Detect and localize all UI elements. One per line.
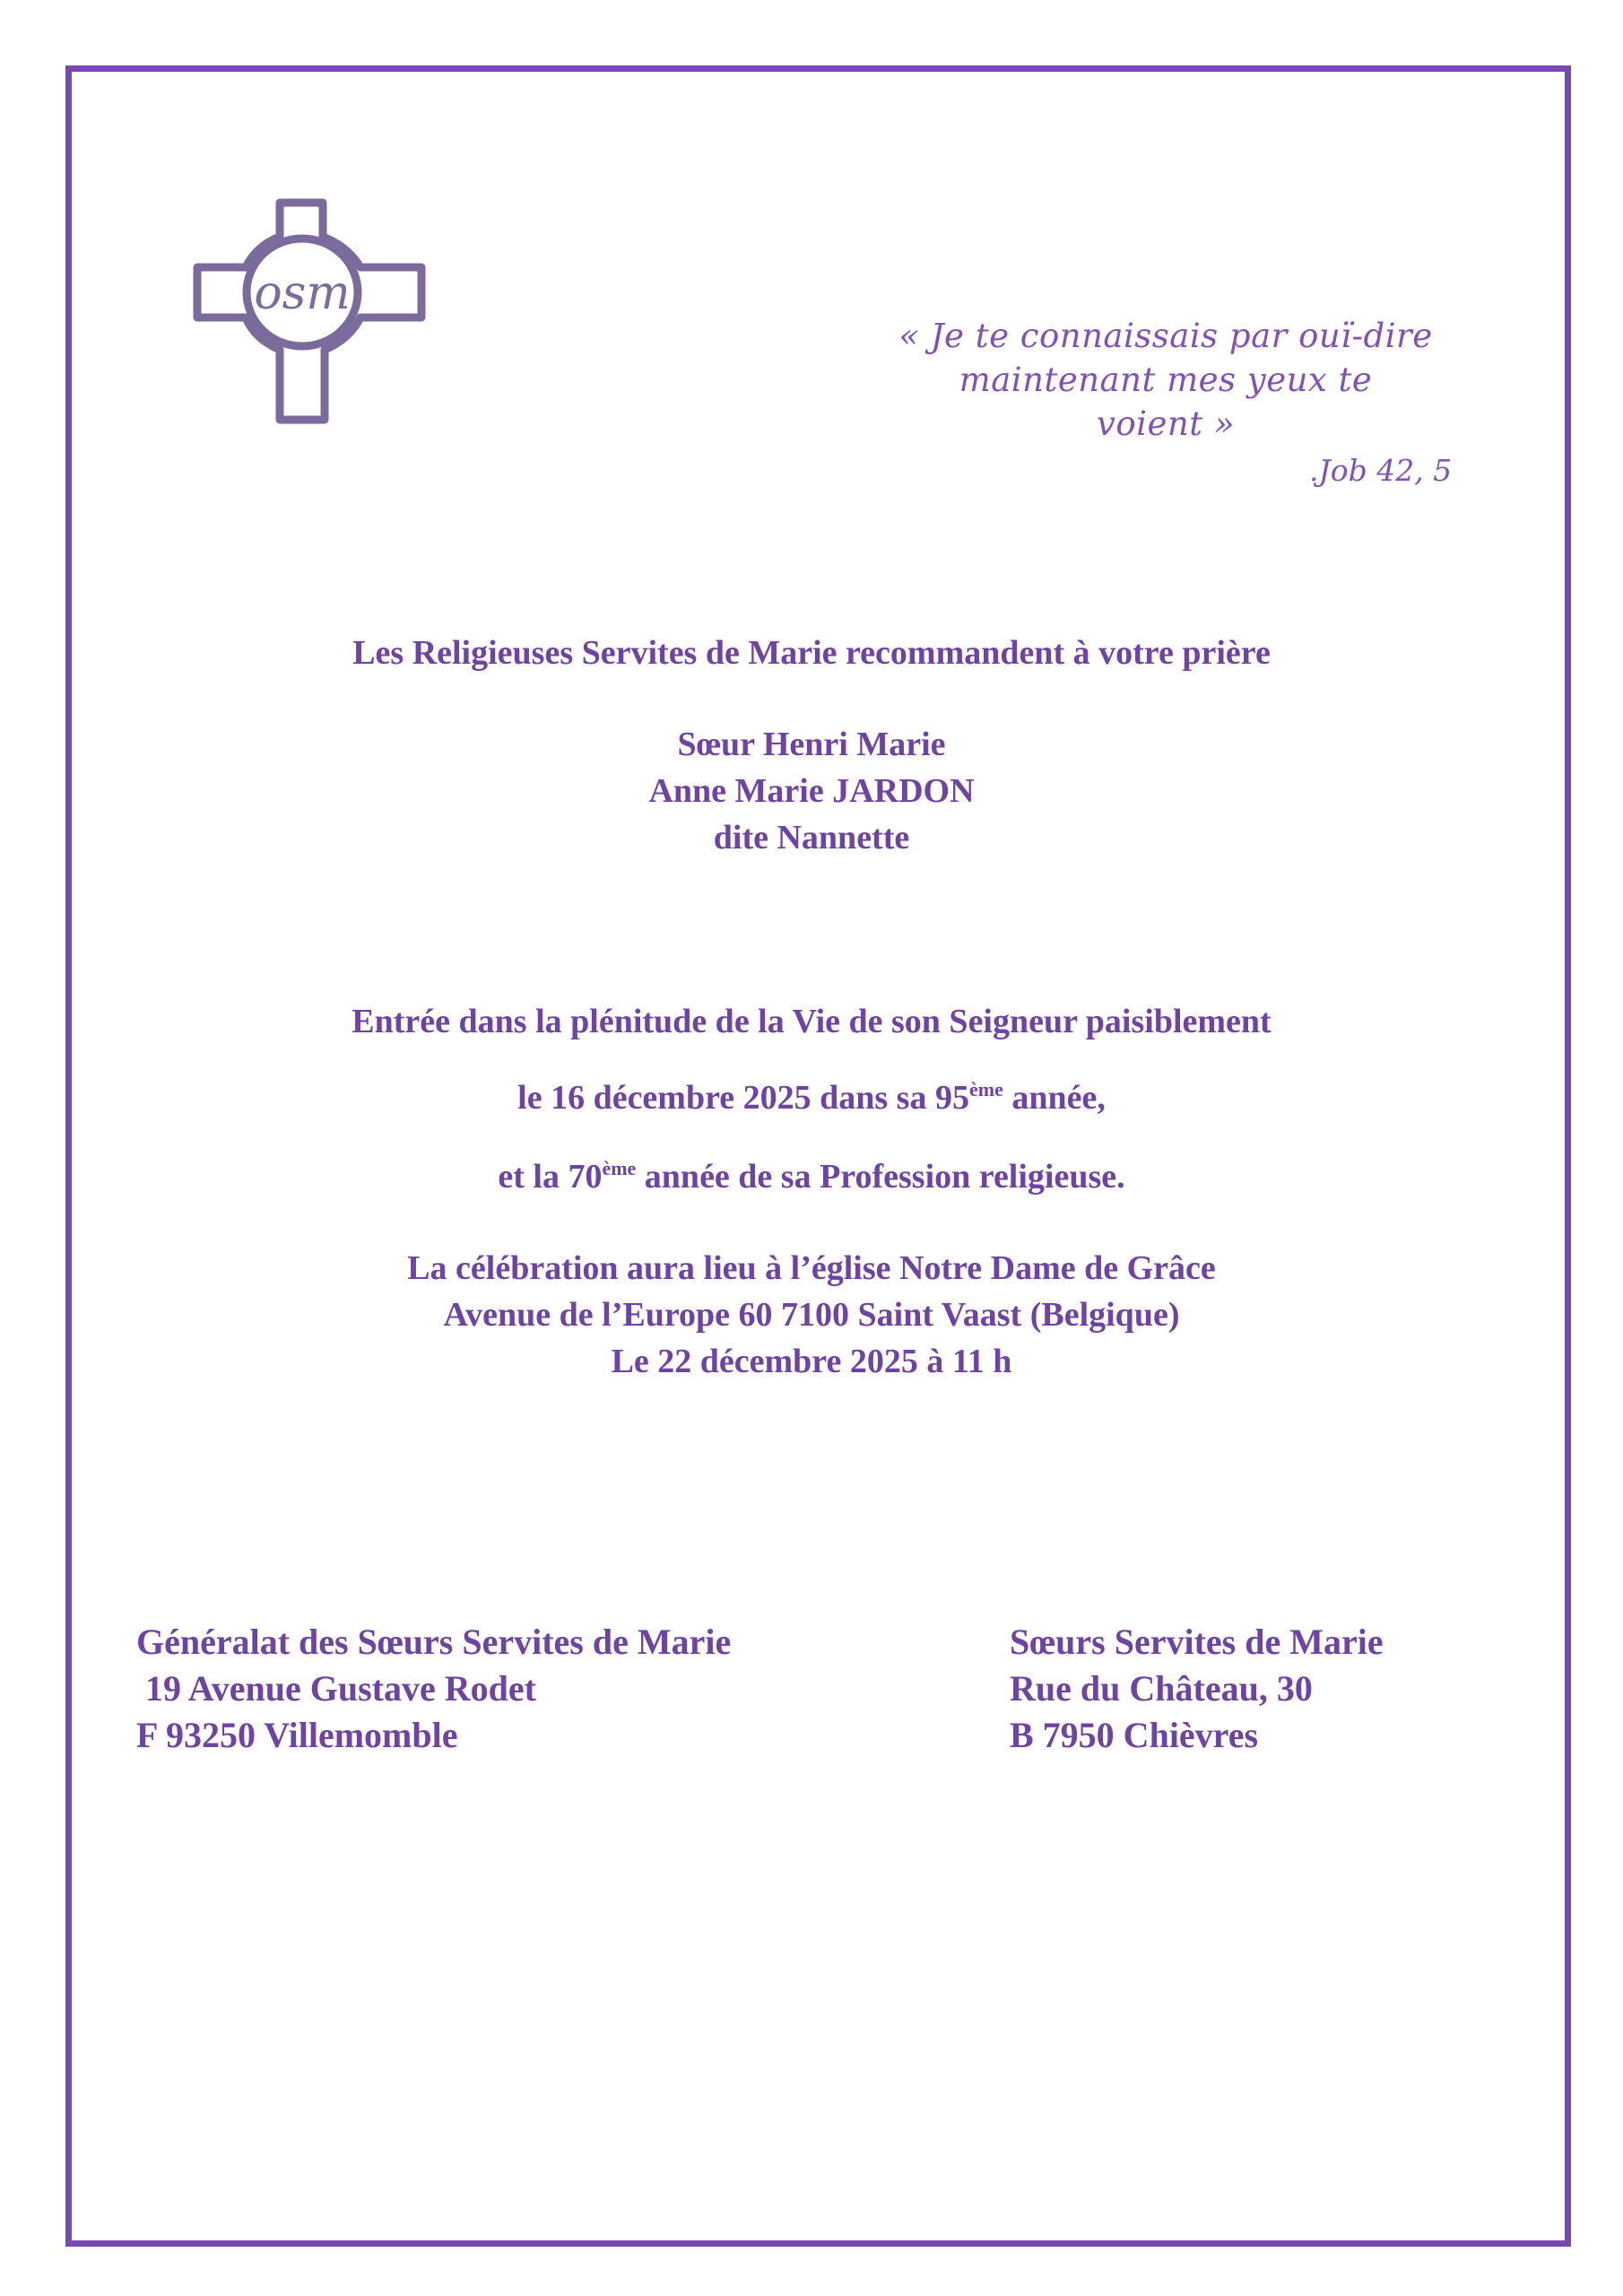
celebration-date: Le 22 décembre 2025 à 11 h	[611, 1343, 1012, 1380]
scripture-quote	[843, 314, 1488, 446]
scripture-reference: .Job 42, 5	[1309, 453, 1453, 488]
address-line: Généralat des Sœurs Servites de Marie	[136, 1622, 732, 1662]
religious-name: Sœur Henri Marie	[677, 726, 946, 763]
civil-name: Anne Marie JARDON	[648, 772, 975, 810]
address-line: B 7950 Chièvres	[1010, 1715, 1259, 1755]
profession-text-end: année de sa Profession religieuse.	[636, 1158, 1125, 1196]
address-chievres	[1010, 1619, 1384, 1759]
logo-monogram: osm	[254, 266, 351, 320]
ordinal-suffix: ème	[602, 1157, 637, 1179]
celebration-place: La célébration aura lieu à l’église Notre Dame de Grâce	[407, 1249, 1216, 1287]
quote-line: « Je te connaissais par ouï-dire	[898, 317, 1433, 355]
address-line: F 93250 Villemomble	[136, 1715, 458, 1755]
servite-cross-logo-icon	[190, 194, 432, 425]
celebration-address: Avenue de l’Europe 60 7100 Saint Vaast (Belgique)	[443, 1296, 1180, 1334]
quote-line: voient »	[1096, 404, 1235, 443]
ordinal-suffix: ème	[968, 1078, 1003, 1100]
date-text: le 16 décembre 2025 dans sa 95	[517, 1079, 969, 1117]
date-text-end: année,	[1002, 1079, 1106, 1117]
quote-line: maintenant mes yeux te	[959, 361, 1373, 399]
intro-line: Les Religieuses Servites de Marie recommandent à votre prière	[352, 634, 1271, 672]
death-line: Entrée dans la plénitude de la Vie de son Seigneur paisiblement	[352, 1003, 1271, 1040]
address-line: 19 Avenue Gustave Rodet	[136, 1668, 536, 1709]
profession-text: et la 70	[498, 1158, 603, 1196]
address-line: Sœurs Servites de Marie	[1010, 1622, 1384, 1662]
address-line: Rue du Château, 30	[1010, 1668, 1313, 1709]
address-generalat	[136, 1619, 731, 1759]
nickname: dite Nannette	[713, 819, 910, 857]
profession-line	[0, 1157, 1623, 1196]
death-date-line	[0, 1078, 1623, 1118]
